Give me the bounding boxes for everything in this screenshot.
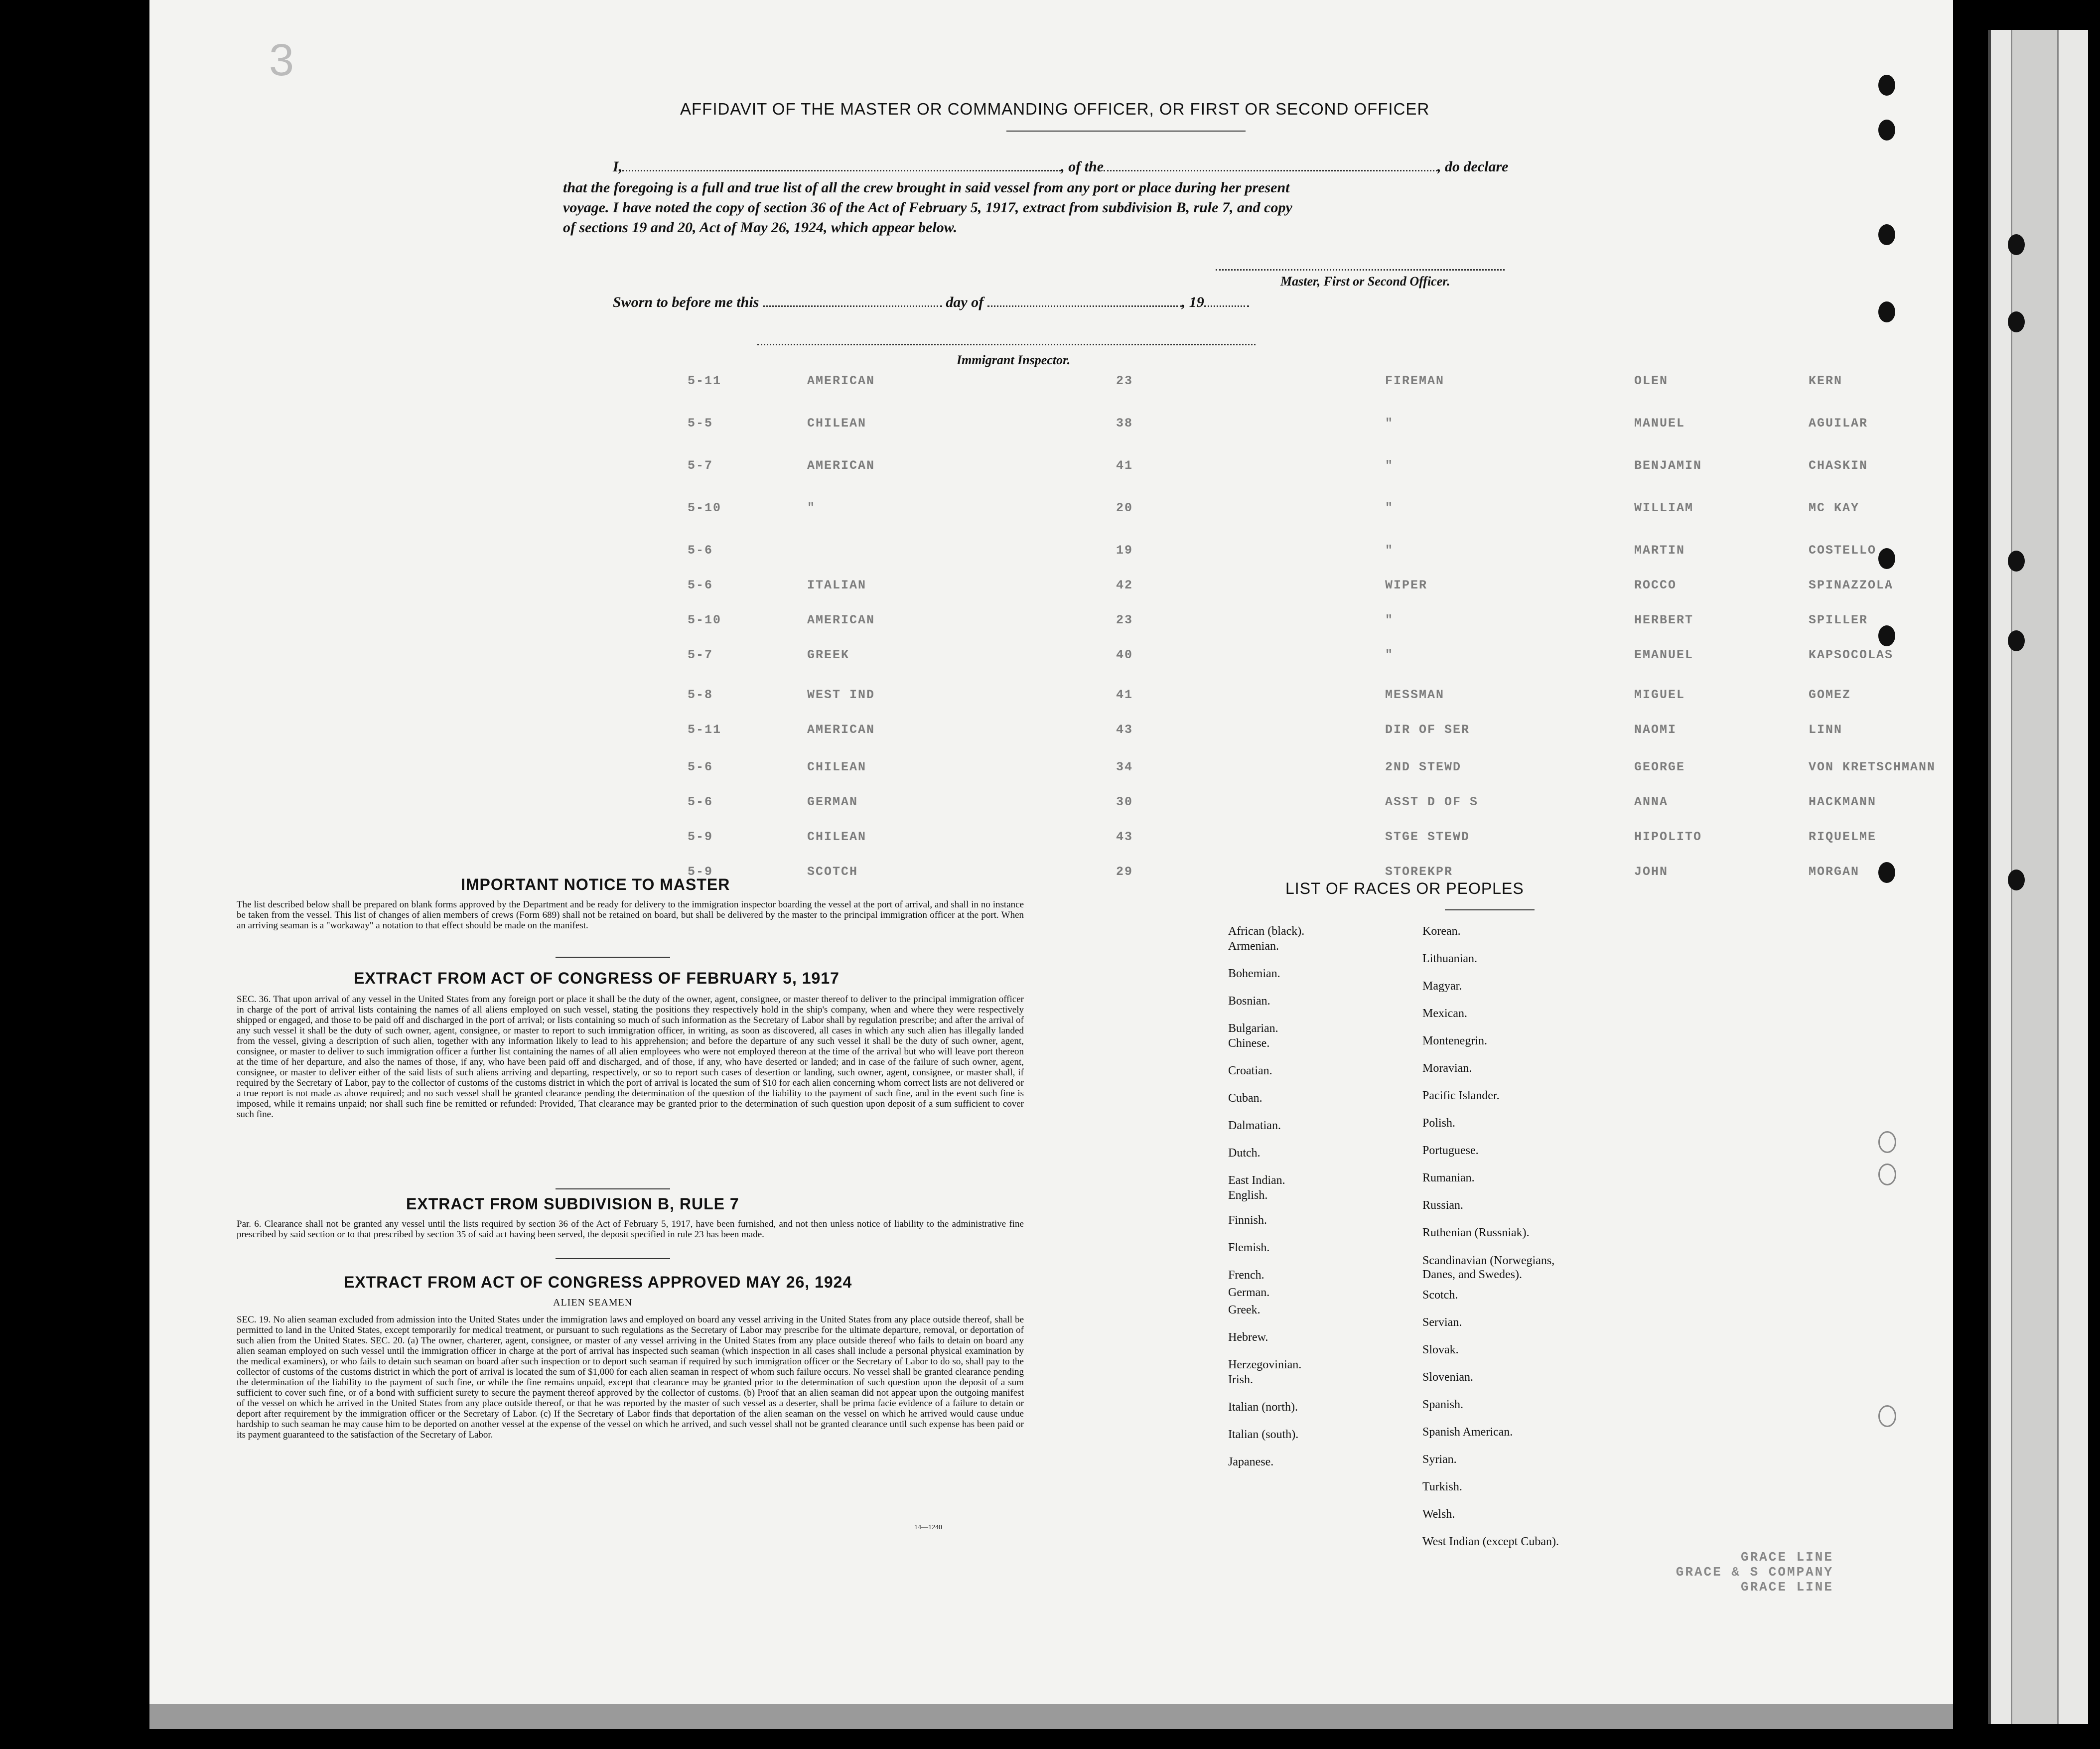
- race-item: Spanish American.: [1422, 1426, 1513, 1439]
- declaration-line-2: that the foregoing is a full and true list of all the crew brought in said vessel from any port or place during her present: [563, 179, 1290, 196]
- crew-row: GOMEZ MIGUEL MESSMAN 41 WEST IND 5-8: [688, 688, 1851, 702]
- race-item: Bohemian.: [1228, 967, 1280, 980]
- punch-ring-icon: [1878, 1131, 1896, 1153]
- sworn-line: Sworn to before me this day of , 19: [613, 294, 1249, 311]
- race-item: Pacific Islander.: [1422, 1089, 1500, 1102]
- punch-hole-icon: [2008, 630, 2025, 651]
- race-item: Scandinavian (Norwegians, Danes, and Swedes).: [1422, 1254, 1555, 1281]
- race-item: Finnish.: [1228, 1214, 1267, 1227]
- divider: [556, 1258, 670, 1259]
- race-item: Polish.: [1422, 1117, 1456, 1130]
- race-item: West Indian (except Cuban).: [1422, 1535, 1559, 1548]
- punch-ring-icon: [1878, 1405, 1896, 1427]
- race-item: Cuban.: [1228, 1092, 1262, 1105]
- race-item: African (black).: [1228, 925, 1305, 938]
- crew-list: [149, 374, 1943, 879]
- crew-row: KERN OLEN FIREMAN 23 AMERICAN 5-11: [688, 374, 1843, 388]
- race-item: Greek.: [1228, 1304, 1260, 1316]
- crew-row: MC KAY WILLIAM " 20 " 5-10: [688, 501, 1860, 515]
- extract-1917-heading: EXTRACT FROM ACT OF CONGRESS OF FEBRUARY 5, 1917: [354, 969, 840, 987]
- crew-row: CHASKIN BENJAMIN " 41 AMERICAN 5-7: [688, 458, 1868, 473]
- race-item: Croatian.: [1228, 1064, 1272, 1077]
- stamp-line: GRACE LINE: [1740, 1550, 1833, 1565]
- race-item: Dalmatian.: [1228, 1119, 1281, 1132]
- race-item: French.: [1228, 1269, 1264, 1282]
- declaration-line-4: of sections 19 and 20, Act of May 26, 1924, which appear below.: [563, 219, 958, 236]
- notice-heading: IMPORTANT NOTICE TO MASTER: [461, 875, 730, 893]
- extract-1924-body: SEC. 19. No alien seaman excluded from admission into the United States under the immigration laws and employed on board any vessel arriving in the United States from any place outside thereof, shall be permitted to land in the United States, except temporarily for medical treatment, or pursuant to such regulations as the Secretary of Labor may prescribe for the ultimate departure, removal, or deportation of such alien from the United States. SEC. 20. (a) The owner, charterer, agent, consignee, or master of any vessel arriving in the United States from any place outside thereof who fails to detain on board any alien seaman employed on such vessel until the immigration officer in charge at the port of arrival has inspected such seaman (which inspection in all cases shall include a personal physical examination by the medical examiners), or who fails to detain such seaman on board after such inspection or to deport such seaman if required by such immigration officer or the Secretary of Labor to do so, shall pay to the collector of customs of the customs district in which the port of arrival is located the sum of $1,000 for each alien seaman in respect of whom such failure occurs. No vessel shall be granted clearance pending the determination of the liability to the payment of such fine, or while the fine remains unpaid, except that clearance may be granted prior to the determination of such question upon the deposit of a sum sufficient to cover such fine, or of a bond with sufficient surety to secure the payment thereof approved by the collector of customs. (b) Proof that an alien seaman did not appear upon the outgoing manifest of the vessel on which he arrived in the United States from any place outside thereof, or that he was reported by the master of such vessel as a deserter, shall be prima facie evidence of a failure to detain or deport after requirement by the immigration officer or the Secretary of Labor. (c) If the Secretary of Labor finds that deportation of the alien seaman on the vessel on which he arrived would cause undue hardship to such seaman he may cause him to be deported on another vessel at the expense of the vessel on which he arrived, and such vessel shall not be granted clearance until such expense has been paid or its payment guaranteed to the satisfaction of the Secretary of Labor.: [237, 1314, 1024, 1440]
- extract-1917-body: SEC. 36. That upon arrival of any vessel in the United States from any foreign port or place it shall be the duty of the owner, agent, consignee, or master thereof to deliver to the principal immigration officer in charge of the port of arrival lists containing the names of all aliens employed on such vessel, stating the positions they respectively hold in the ship's company, when and where they were respectively shipped or engaged, and those to be paid off and discharged in the port of arrival; or lists containing so much of such information as the Secretary of Labor shall by regulation prescribe; and after the arrival of any such vessel it shall be the duty of such owner, agent, consignee, or master to report to such immigration officer, in writing, as soon as discovered, all cases in which any such alien has illegally landed from the vessel, giving a description of such alien, together with any information likely to lead to his apprehension; and before the departure of any such vessel it shall be the duty of such owner, agent, consignee, or master to deliver to such immigration officer a further list containing the names of all alien employees who were not employed thereon at the time of the arrival but who will leave port thereon at the time of her departure, and also the names of those, if any, who have been paid off and discharged, and of those, if any, who have deserted or landed; and in case of the failure of such owner, agent, consignee, or master to deliver either of the said lists of such aliens arriving and departing, respectively, or so to report such cases of desertion or landing, such owner, agent, consignee, or master shall, if required by the Secretary of Labor, pay to the collector of customs of the customs district in which the port of arrival is located the sum of $10 for each alien concerning whom correct lists are not delivered or a true report is not made as above required; and no such vessel shall be granted clearance pending the determination of the question of the liability to the payment of such fine, and in the event such fine is imposed, while it remains unpaid; nor shall such fine be remitted or refunded: Provided, That clearance may be granted prior to the determination of such question upon deposit of a sum sufficient to cover such fine.: [237, 994, 1024, 1120]
- races-column-1: [1228, 918, 1417, 1476]
- race-item: Syrian.: [1422, 1453, 1457, 1466]
- race-item: Spanish.: [1422, 1398, 1464, 1411]
- master-signature-line: [1216, 269, 1505, 271]
- declaration-line-1: I, , of the , do declare: [613, 158, 1509, 175]
- race-item: Dutch.: [1228, 1147, 1260, 1160]
- race-item: Flemish.: [1228, 1241, 1270, 1254]
- page-number: 3: [269, 35, 294, 85]
- punch-hole-icon: [1878, 548, 1895, 569]
- race-item: Slovak.: [1422, 1343, 1459, 1356]
- punch-hole-icon: [2008, 311, 2025, 332]
- race-item: Korean.: [1422, 925, 1461, 938]
- race-item: Mexican.: [1422, 1007, 1467, 1020]
- company-stamp: [1554, 1550, 1833, 1595]
- races-column-2: [1422, 918, 1632, 1556]
- rule7-body: Par. 6. Clearance shall not be granted any vessel until the lists required by section 36 of the Act of February 5, 1917, have been furnished, and not then unless notice of liability to the administrative fine prescribed by said section or to that prescribed by section 35 of said act having been served, the deposit specified in rule 23 has been made.: [237, 1219, 1024, 1240]
- race-item: Servian.: [1422, 1316, 1462, 1329]
- divider: [1006, 131, 1246, 132]
- alien-seamen-subheading: ALIEN SEAMEN: [553, 1297, 633, 1308]
- crew-row: RIQUELME HIPOLITO STGE STEWD 43 CHILEAN 5-9: [688, 830, 1877, 844]
- race-item: Slovenian.: [1422, 1371, 1473, 1384]
- punch-hole-icon: [1878, 120, 1895, 141]
- punch-ring-icon: [1878, 1164, 1896, 1185]
- race-item: Japanese.: [1228, 1456, 1274, 1468]
- signature-caption: Master, First or Second Officer.: [1280, 274, 1450, 289]
- stamp-line: GRACE LINE: [1740, 1580, 1833, 1595]
- crew-row: SPINAZZOLA ROCCO WIPER 42 ITALIAN 5-6: [688, 578, 1894, 592]
- declaration-line-3: voyage. I have noted the copy of section 36 of the Act of February 5, 1917, extract from subdivision B, rule 7, and copy: [563, 199, 1292, 216]
- race-item: East Indian.: [1228, 1174, 1285, 1187]
- race-item: Irish.: [1228, 1373, 1253, 1386]
- punch-hole-icon: [2008, 551, 2025, 572]
- race-item: Ruthenian (Russniak).: [1422, 1226, 1530, 1239]
- notice-body: The list described below shall be prepared on blank forms approved by the Department and be ready for delivery to the immigration inspector boarding the vessel at the port of arrival, and shall in no instance be taken from the vessel. This list of changes of alien members of crews (Form 689) shall not be retained on board, but shall be delivered by the master to the principal immigration officer at the port. When an arriving seaman is a "workaway" a notation to that effect should be made on the manifest.: [237, 899, 1024, 931]
- punch-hole-icon: [1878, 862, 1895, 883]
- rule7-heading: EXTRACT FROM SUBDIVISION B, RULE 7: [406, 1195, 739, 1213]
- inspector-signature-line: [757, 344, 1256, 345]
- divider: [556, 1188, 670, 1189]
- page-edge: [149, 1704, 1953, 1729]
- race-item: Montenegrin.: [1422, 1034, 1487, 1047]
- punch-hole-icon: [1878, 301, 1895, 322]
- crew-row: VON KRETSCHMANN GEORGE 2ND STEWD 34 CHILEAN 5-6: [688, 760, 1936, 774]
- crew-row: COSTELLO MARTIN " 19 5-6: [688, 543, 1877, 558]
- races-heading: LIST OF RACES OR PEOPLES: [1285, 879, 1524, 897]
- binder-strip: [1988, 30, 2088, 1724]
- race-item: Lithuanian.: [1422, 952, 1477, 965]
- crew-row: KAPSOCOLAS EMANUEL " 40 GREEK 5-7: [688, 648, 1894, 662]
- race-item: Hebrew.: [1228, 1331, 1268, 1344]
- race-item: Italian (north).: [1228, 1401, 1298, 1414]
- race-item: Chinese.: [1228, 1037, 1270, 1050]
- race-item: Armenian.: [1228, 940, 1279, 953]
- punch-hole-icon: [1878, 75, 1895, 96]
- race-item: Bosnian.: [1228, 995, 1270, 1008]
- race-item: Turkish.: [1422, 1480, 1462, 1493]
- crew-row: MORGAN JOHN STOREKPR 29 SCOTCH 5-9: [688, 865, 1860, 879]
- affidavit-title: AFFIDAVIT OF THE MASTER OR COMMANDING OFFICER, OR FIRST OR SECOND OFFICER: [680, 100, 1430, 118]
- crew-row: LINN NAOMI DIR OF SER 43 AMERICAN 5-11: [688, 723, 1843, 737]
- race-item: Rumanian.: [1422, 1171, 1475, 1184]
- punch-hole-icon: [1878, 625, 1895, 646]
- divider: [1445, 909, 1535, 910]
- form-number: 14—1240: [914, 1524, 942, 1531]
- race-item: Italian (south).: [1228, 1428, 1299, 1441]
- crew-row: HACKMANN ANNA ASST D OF S 30 GERMAN 5-6: [688, 795, 1877, 809]
- race-item: German.: [1228, 1286, 1270, 1299]
- race-item: Bulgarian.: [1228, 1022, 1278, 1035]
- race-item: English.: [1228, 1189, 1268, 1202]
- divider: [556, 957, 670, 958]
- crew-row: AGUILAR MANUEL " 38 CHILEAN 5-5: [688, 416, 1868, 431]
- race-item: Scotch.: [1422, 1289, 1458, 1302]
- race-item: Portuguese.: [1422, 1144, 1479, 1157]
- crew-row: SPILLER HERBERT " 23 AMERICAN 5-10: [688, 613, 1868, 627]
- manifest-page: [149, 0, 1953, 1704]
- race-item: Russian.: [1422, 1199, 1464, 1212]
- punch-hole-icon: [1878, 224, 1895, 245]
- stamp-line: GRACE & S COMPANY: [1676, 1565, 1833, 1580]
- punch-hole-icon: [2008, 234, 2025, 255]
- race-item: Welsh.: [1422, 1508, 1455, 1521]
- punch-hole-icon: [2008, 870, 2025, 890]
- inspector-caption: Immigrant Inspector.: [957, 353, 1071, 367]
- race-item: Magyar.: [1422, 980, 1462, 993]
- extract-1924-heading: EXTRACT FROM ACT OF CONGRESS APPROVED MAY 26, 1924: [344, 1273, 852, 1291]
- race-item: Herzegovinian.: [1228, 1358, 1302, 1371]
- race-item: Moravian.: [1422, 1062, 1472, 1075]
